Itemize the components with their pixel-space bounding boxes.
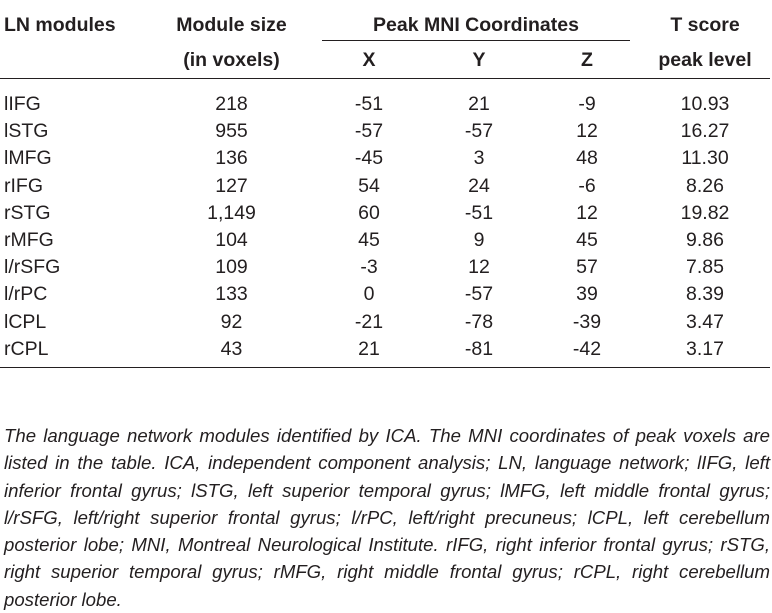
cell-t: 11.30	[681, 147, 729, 170]
cell-module: lCPL	[4, 310, 47, 333]
cell-z: 48	[576, 147, 598, 170]
cell-module: rCPL	[4, 337, 49, 360]
cell-y: 3	[473, 147, 485, 170]
ln-modules-table	[0, 8, 770, 368]
table-row	[0, 118, 770, 145]
cell-x: -3	[360, 256, 378, 279]
cell-y: 24	[468, 174, 490, 197]
cell-t: 10.93	[680, 93, 730, 115]
cell-y: 12	[468, 256, 490, 279]
cell-module: l/rPC	[4, 283, 48, 306]
cell-y: -51	[464, 201, 494, 224]
header-z: Z	[581, 49, 593, 71]
cell-x: -51	[354, 93, 384, 115]
cell-x: 21	[358, 337, 380, 360]
header-t-score-line2: peak level	[658, 49, 752, 71]
header-row-bottom	[0, 42, 770, 79]
table-row	[0, 309, 770, 336]
cell-module: l/rSFG	[4, 256, 61, 279]
table-row	[0, 200, 770, 227]
cell-x: -21	[354, 310, 384, 333]
cell-t: 7.85	[686, 256, 724, 279]
cell-size: 104	[215, 229, 248, 252]
header-y: Y	[472, 49, 486, 71]
header-row-top	[0, 8, 770, 42]
table-row	[0, 173, 770, 200]
cell-size: 43	[220, 337, 243, 360]
cell-y: -57	[464, 120, 494, 143]
table-body	[0, 79, 770, 368]
cell-module: lSTG	[4, 120, 49, 143]
cell-t: 19.82	[680, 201, 730, 224]
header-peak-mni-coordinates: Peak MNI Coordinates	[322, 10, 630, 41]
cell-x: -57	[354, 120, 384, 143]
cell-z: 12	[576, 201, 598, 224]
cell-z: 39	[576, 283, 598, 306]
cell-module: lMFG	[4, 147, 52, 170]
header-module-size-line1: Module size	[176, 14, 287, 36]
cell-size: 127	[215, 174, 248, 197]
table-row	[0, 145, 770, 172]
cell-size: 92	[220, 310, 243, 333]
table-row	[0, 79, 770, 119]
table-caption: The language network modules identified by ICA. The MNI coordinates of peak voxels are listed in the table. ICA, independent component analysis; LN, language network; lIFG, left inferior frontal gyrus; lSTG, left superior temporal gyrus; lMFG, left middle frontal gyrus; l/rSFG, left/right superior frontal gyrus; l/rPC, left/right precuneus; lCPL, left cerebellum posterior lobe; MNI, Montreal Neurological Institute. rIFG, right inferior frontal gyrus; rSTG, right superior temporal gyrus; rMFG, right middle frontal gyrus; rCPL, right cerebellum posterior lobe.	[4, 425, 770, 610]
table-header	[0, 8, 770, 79]
header-empty	[0, 42, 149, 79]
cell-module: rMFG	[4, 229, 54, 252]
cell-size: 218	[215, 93, 248, 115]
header-mni-group-cell	[314, 8, 640, 42]
cell-x: -45	[354, 147, 384, 170]
cell-y: 9	[473, 229, 485, 252]
cell-t: 8.39	[686, 283, 724, 306]
table-row	[0, 254, 770, 281]
header-x: X	[362, 49, 376, 71]
cell-size: 133	[215, 283, 248, 306]
cell-size: 109	[215, 256, 248, 279]
cell-size: 1,149	[207, 201, 256, 224]
table-row	[0, 227, 770, 254]
cell-z: -9	[578, 93, 596, 115]
cell-t: 3.47	[686, 310, 724, 333]
cell-y: -57	[464, 283, 494, 306]
cell-module: rIFG	[4, 174, 43, 197]
cell-t: 3.17	[686, 337, 724, 360]
cell-y: -78	[464, 310, 494, 333]
cell-z: -39	[572, 310, 602, 333]
cell-x: 54	[358, 174, 380, 197]
cell-t: 9.86	[686, 229, 724, 252]
cell-t: 8.26	[686, 174, 724, 197]
cell-size: 136	[215, 147, 248, 170]
cell-z: -6	[578, 174, 596, 197]
cell-t: 16.27	[680, 120, 730, 143]
cell-module: lIFG	[4, 93, 41, 115]
cell-x: 0	[363, 283, 375, 306]
cell-z: -42	[572, 337, 602, 360]
table-row	[0, 336, 770, 368]
cell-y: 21	[468, 93, 490, 115]
header-ln-modules: LN modules	[4, 14, 116, 36]
cell-x: 60	[358, 201, 380, 224]
header-module-size-line2: (in voxels)	[183, 49, 280, 71]
cell-y: -81	[464, 337, 494, 360]
cell-module: rSTG	[4, 201, 51, 224]
cell-z: 12	[576, 120, 598, 143]
table-row	[0, 281, 770, 308]
cell-z: 45	[576, 229, 598, 252]
cell-z: 57	[576, 256, 598, 279]
header-t-score-line1: T score	[670, 14, 740, 36]
cell-size: 955	[215, 120, 248, 143]
cell-x: 45	[358, 229, 380, 252]
